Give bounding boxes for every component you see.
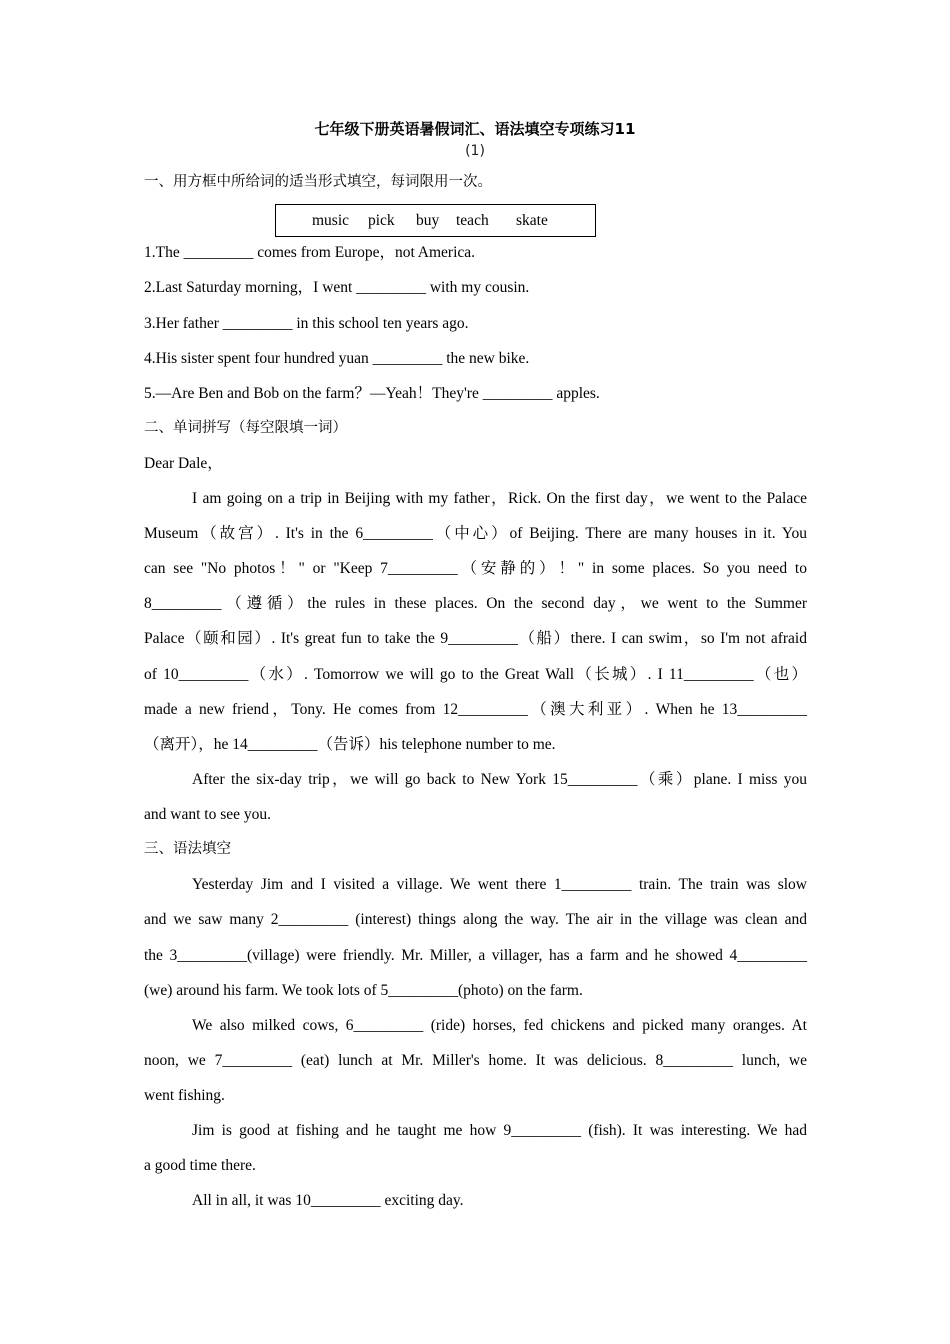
passage-line: Yesterday Jim and I visited a village. We went there 1_________ train. The train was slow <box>192 876 807 893</box>
word-box-item: teach <box>456 212 489 229</box>
letter-line: I am going on a trip in Beijing with my father，Rick. On the first day，we went to the Palace <box>192 490 807 507</box>
letter-line: （离开），he 14_________（告诉）his telephone number to me. <box>144 736 556 753</box>
question-1: 1.The _________ comes from Europe，not America. <box>144 244 476 261</box>
letter-line: 8_________（遵循）the rules in these places. On the second day，we went to the Summer <box>144 595 807 612</box>
section2-heading: 二、单词拼写（每空限填一词） <box>144 420 347 436</box>
passage-line: the 3_________(village) were friendly. Mr. Miller, a villager, has a farm and he showed 4_________ <box>144 947 807 964</box>
letter-line: Museum（故宫）. It's in the 6_________（中心）of Beijing. There are many houses in it. You <box>144 525 807 542</box>
page-title: 七年级下册英语暑假词汇、语法填空专项练习11 <box>314 120 636 138</box>
letter-line: made a new friend，Tony. He comes from 12_________（澳大利亚）. When he 13_________ <box>144 701 807 718</box>
question-4: 4.His sister spent four hundred yuan _________ the new bike. <box>144 350 530 367</box>
word-box-item: buy <box>416 212 440 229</box>
question-5: 5.—Are Ben and Bob on the farm？—Yeah！They're _________ apples. <box>144 385 600 402</box>
passage-line: Jim is good at fishing and he taught me how 9_________ (fish). It was interesting. We had <box>192 1122 807 1139</box>
passage-line: We also milked cows, 6_________ (ride) horses, fed chickens and picked many oranges. At <box>192 1017 807 1034</box>
letter-line: After the six-day trip，we will go back to New York 15_________（乘）plane. I miss you <box>192 771 807 788</box>
question-2: 2.Last Saturday morning，I went _________ with my cousin. <box>144 279 530 296</box>
passage-line: noon, we 7_________ (eat) lunch at Mr. Miller's home. It was delicious. 8_________ lunch, we <box>144 1052 807 1069</box>
passage-line: All in all, it was 10_________ exciting day. <box>192 1192 464 1209</box>
letter-line: and want to see you. <box>144 806 271 823</box>
section3-heading: 三、语法填空 <box>144 841 231 857</box>
letter-line: Palace（颐和园）. It's great fun to take the 9_________（船）there. I can swim，so I'm not afraid <box>144 630 807 647</box>
word-box <box>275 204 596 237</box>
page-subtitle: (1) <box>465 143 485 159</box>
passage-line: a good time there. <box>144 1157 256 1174</box>
letter-line: of 10_________（水）. Tomorrow we will go to the Great Wall（长城）. I 11_________（也） <box>144 666 807 683</box>
letter-greeting: Dear Dale， <box>144 455 223 472</box>
section1-heading: 一、用方框中所给词的适当形式填空，每词限用一次。 <box>144 174 492 190</box>
passage-line: went fishing. <box>144 1087 225 1104</box>
passage-line: (we) around his farm. We took lots of 5_________(photo) on the farm. <box>144 982 583 999</box>
letter-line: can see "No photos！" or "Keep 7_________（安静的）！" in some places. So you need to <box>144 560 807 577</box>
word-box-item: music <box>312 212 350 229</box>
word-box-item: pick <box>368 212 395 229</box>
word-box-item: skate <box>516 212 548 229</box>
passage-line: and we saw many 2_________ (interest) things along the way. The air in the village was clean and <box>144 911 807 928</box>
question-3: 3.Her father _________ in this school ten years ago. <box>144 315 469 332</box>
